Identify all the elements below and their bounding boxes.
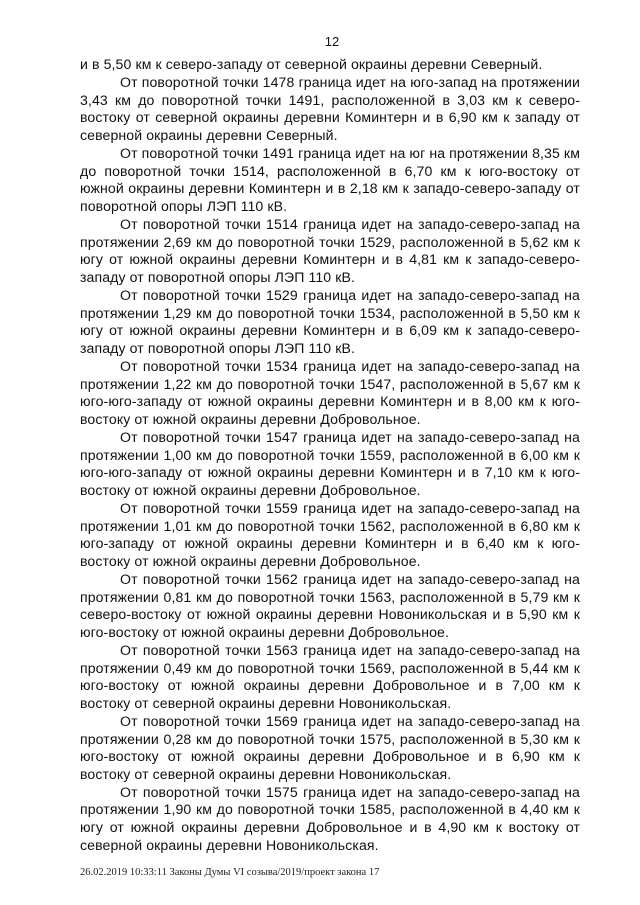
paragraph: От поворотной точки 1478 граница идет на юго-запад на протяжении 3,43 км до поворотной точки 1491, расположенной в 3,03 км к северо-востоку от северной окраины деревни Коминтерн и в 6,90 км к западу от северной окраины деревни Северный. (80, 74, 580, 143)
paragraph: От поворотной точки 1491 граница идет на юг на протяжении 8,35 км до поворотной точки 1514, расположенной в 6,70 км к юго-востоку от южной окраины деревни Коминтерн и в 2,18 км к западо-северо-западу от поворотной опоры ЛЭП 110 кВ. (80, 145, 580, 214)
page-number: 12 (324, 34, 340, 49)
paragraph: От поворотной точки 1563 граница идет на западо-северо-запад на протяжении 0,49 км до поворотной точки 1569, расположенной в 5,44 км к юго-востоку от южной окраины деревни Добровольное и в 7,00 км к востоку от северной окраины деревни Новоникольская. (80, 641, 580, 711)
paragraph: От поворотной точки 1562 граница идет на западо-северо-запад на протяжении 0,81 км до поворотной точки 1563, расположенной в 5,79 км к северо-востоку от южной окраины деревни Новоникольская и в 5,90 км к юго-востоку от южной окраины деревни Добровольное. (80, 570, 580, 640)
paragraph: От поворотной точки 1547 граница идет на западо-северо-запад на протяжении 1,00 км до поворотной точки 1559, расположенной в 6,00 км к юго-юго-западу от южной окраины деревни Коминтерн и в 7,10 км к юго-востоку от южной окраины деревни Добровольное. (80, 429, 580, 498)
document-footer: 26.02.2019 10:33:11 Законы Думы VI созыва/2019/проект закона 17 (80, 867, 380, 878)
paragraph: От поворотной точки 1569 граница идет на западо-северо-запад на протяжении 0,28 км до поворотной точки 1575, расположенной в 5,30 км к юго-востоку от южной окраины деревни Добровольное и в 6,90 км к востоку от северной окраины деревни Новоникольская. (80, 712, 580, 782)
paragraph: От поворотной точки 1514 граница идет на западо-северо-запад на протяжении 2,69 км до поворотной точки 1529, расположенной в 5,62 км к югу от южной окраины деревни Коминтерн и в 4,81 км к западо-северо-западу от поворотной опоры ЛЭП 110 кВ. (80, 216, 580, 285)
paragraph: От поворотной точки 1534 граница идет на западо-северо-запад на протяжении 1,22 км до поворотной точки 1547, расположенной в 5,67 км к юго-юго-западу от южной окраины деревни Коминтерн и в 8,00 км к юго-востоку от южной окраины деревни Добровольное. (80, 358, 580, 427)
paragraph: От поворотной точки 1575 граница идет на западо-северо-запад на протяжении 1,90 км до поворотной точки 1585, расположенной в 4,40 км к югу от южной окраины деревни Добровольное и в 4,90 км к востоку от северной окраины деревни Новоникольская. (80, 783, 580, 853)
paragraph: и в 5,50 км к северо-западу от северной окраины деревни Северный. (80, 56, 543, 72)
document-body (80, 56, 580, 855)
paragraph: От поворотной точки 1529 граница идет на западо-северо-запад на протяжении 1,29 км до поворотной точки 1534, расположенной в 5,50 км к югу от южной окраины деревни Коминтерн и в 6,09 км к западо-северо-западу от поворотной опоры ЛЭП 110 кВ. (80, 287, 580, 356)
paragraph: От поворотной точки 1559 граница идет на западо-северо-запад на протяжении 1,01 км до поворотной точки 1562, расположенной в 6,80 км к юго-западу от южной окраины деревни Коминтерн и в 6,40 км к юго-востоку от южной окраины деревни Добровольное. (80, 500, 580, 569)
